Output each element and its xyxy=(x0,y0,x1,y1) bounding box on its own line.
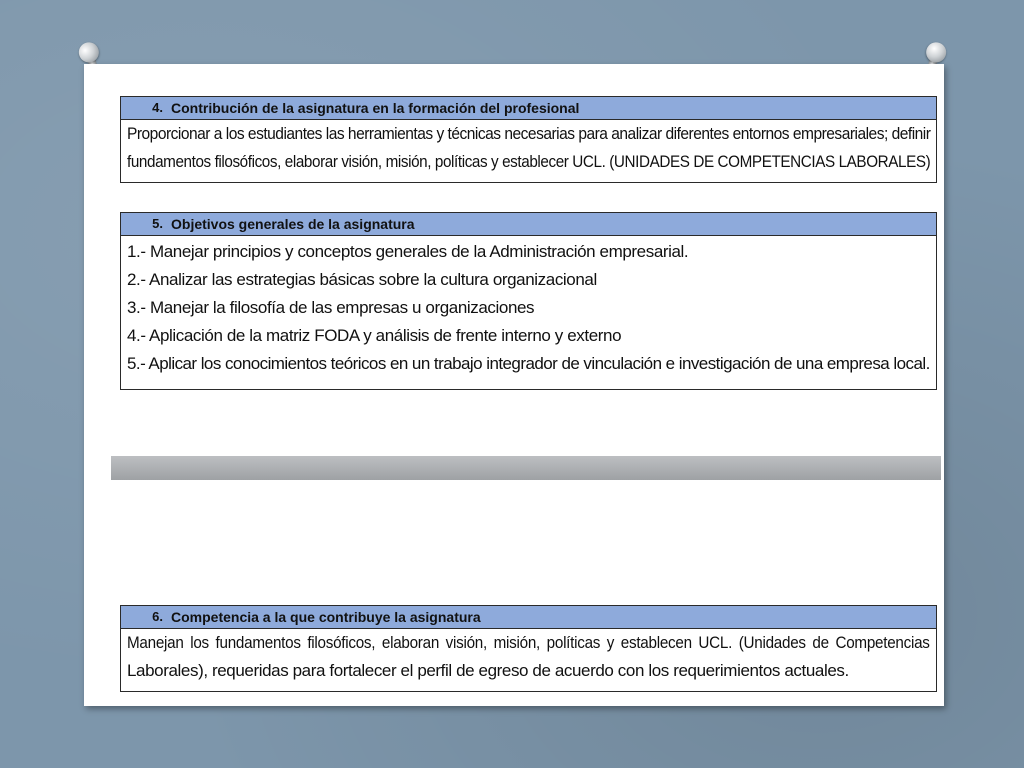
section-number: 6. xyxy=(152,609,163,624)
section-header xyxy=(120,605,937,629)
section-title: Objetivos generales de la asignatura xyxy=(171,216,415,232)
section-header xyxy=(120,96,937,120)
list-item: 3.- Manejar la filosofía de las empresas u organizaciones xyxy=(127,298,535,317)
section-title: Contribución de la asignatura en la formación del profesional xyxy=(171,100,580,116)
list-item: 5.- Aplicar los conocimientos teóricos en un trabajo integrador de vinculación e investigación de una empresa local. xyxy=(127,354,930,373)
section-title: Competencia a la que contribuye la asignatura xyxy=(171,609,481,625)
section-contribucion xyxy=(120,96,937,183)
body-line: Laborales), requeridas para fortalecer el perfil de egreso de acuerdo con los requerimientos actuales. xyxy=(127,661,849,680)
list-item: 2.- Analizar las estrategias básicas sobre la cultura organizacional xyxy=(127,270,597,289)
divider-bar xyxy=(111,456,941,480)
list-item: 1.- Manejar principios y conceptos generales de la Administración empresarial. xyxy=(127,242,689,261)
section-body xyxy=(120,120,937,183)
section-number: 4. xyxy=(152,100,163,115)
body-line: Manejan los fundamentos filosóficos, elaboran visión, misión, políticas y establecen UCL. (Unidades de Competencias xyxy=(127,633,930,652)
section-competencia xyxy=(120,605,937,692)
list-item: 4.- Aplicación de la matriz FODA y análisis de frente interno y externo xyxy=(127,326,622,345)
section-number: 5. xyxy=(152,216,163,231)
body-line: fundamentos filosóficos, elaborar visión, misión, políticas y establecer UCL. (UNIDADES DE COMPETENCIAS LABORALES) xyxy=(127,152,931,171)
objectives-list xyxy=(120,236,937,390)
body-line: Proporcionar a los estudiantes las herramientas y técnicas necesarias para analizar diferentes entornos empresariales; definir xyxy=(127,124,931,143)
section-body xyxy=(120,629,937,692)
section-objetivos xyxy=(120,212,937,390)
paper-sheet xyxy=(84,64,944,706)
section-header xyxy=(120,212,937,236)
